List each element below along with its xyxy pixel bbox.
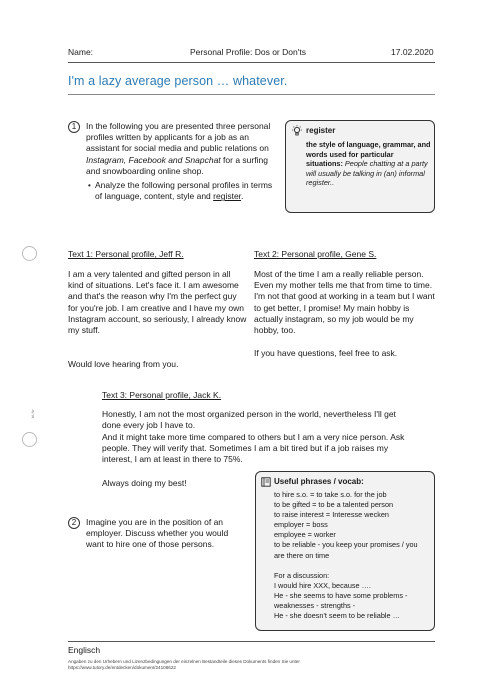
side-label: bl-Nr: [30, 409, 35, 418]
task-1-intro-end: for a surfing and snowboarding online shop.: [86, 154, 268, 176]
task-1-intro-text: In the following you are presented three personal profiles written by applicants for a job as an assistant for social media and public relations on: [86, 121, 271, 154]
register-heading: register: [306, 126, 336, 135]
document-date: 17.02.2020: [391, 47, 434, 57]
bullet-icon: •: [88, 181, 91, 190]
phrase-line: I would hire XXX, because ….: [274, 580, 371, 590]
name-label: Name:: [68, 47, 94, 57]
task-1-intro: [86, 121, 276, 177]
phrase-line: He - she seems to have some problems -: [274, 590, 408, 600]
phrase-spacer: [274, 561, 432, 571]
task-1-number: 1: [68, 121, 80, 133]
text-1-heading: Text 1: Personal profile, Jeff R.: [68, 249, 184, 259]
punch-hole-top: [22, 246, 37, 261]
text-2-closing: If you have questions, feel free to ask.: [254, 348, 398, 358]
header-rule: [68, 62, 435, 63]
footer-legal-notice: Angaben zu den Urhebern und Lizenzbedingungen der einzelnen Bestandteile dieses Dokuments finden Sie unter: [68, 659, 300, 664]
register-example: People chatting at a party will usually be talking in (an) informal register..: [306, 159, 428, 188]
useful-phrases-list: [274, 490, 432, 621]
text-3-paragraph-1: Honestly, I am not the most organized person in the world, nevertheless I'll get done every job I have to.: [102, 409, 396, 431]
phrase-line: For a discussion:: [274, 570, 330, 580]
footer-legal-link[interactable]: https://www.tutory.de/entdecken/dokument/24106622: [68, 665, 176, 670]
phrase-line: weaknesses - strengths -: [274, 601, 356, 611]
text-2-body: Most of the time I am a really reliable person. Even my mother tells me that from time to time. I'm not that good at working in a team but I want to get better, I promise! My main hobby is actually instagram, so my job would be my hobby, too.: [254, 269, 435, 336]
document-title: Personal Profile: Dos or Don'ts: [190, 47, 306, 57]
footer-rule: [68, 641, 435, 642]
phrase-line: employer = boss: [274, 520, 328, 530]
text-2-heading: Text 2: Personal profile, Gene S.: [254, 249, 377, 259]
phrase-line: are there on time: [274, 550, 330, 560]
book-icon: [261, 477, 271, 487]
text-3-heading: Text 3: Personal profile, Jack K.: [102, 390, 222, 400]
task-2-text: Imagine you are in the position of an employer. Discuss whether you would want to hire one of those persons.: [86, 517, 229, 550]
task-1-platforms: Instagram, Facebook and Snapchat: [86, 154, 221, 165]
punch-hole-bottom: [22, 432, 37, 447]
phrase-line: He - she doesn't seem to be reliable …: [274, 611, 400, 621]
lightbulb-icon: [291, 125, 303, 137]
phrase-line: employee = worker: [274, 530, 336, 540]
phrase-line: to be gifted = to be a talented person: [274, 500, 394, 510]
text-3-paragraph-2: And it might take more time compared to others but I am a very nice person. Ask people. They will verify that. Sometimes I am a bit tired but if a job raises my interest, I am at least in there to 75%.: [102, 432, 405, 465]
text-1-closing: Would love hearing from you.: [68, 359, 179, 369]
phrase-line: to be reliable - you keep your promises / you: [274, 540, 418, 550]
useful-phrases-box: [255, 471, 435, 631]
register-definition: [306, 140, 432, 188]
footer-subject: Englisch: [68, 645, 101, 655]
task-1-bullet-text: Analyze the following personal profiles in terms of language, content, style and: [95, 180, 273, 202]
title-rule: [68, 94, 435, 95]
text-1-body: I am a very talented and gifted person in all kind of situations. Let's face it. I am awesome and that's the reason why I'm the perfect guy for you're job. I am creative and I have my own Instagram account, so seriously, I already know my stuff.: [68, 269, 247, 336]
register-box: [285, 120, 435, 213]
task-1-bullet-end: .: [241, 191, 244, 202]
task-1-bullet: [95, 180, 280, 202]
phrase-line: to hire s.o. = to take s.o. for the job: [274, 490, 387, 499]
page-title: I'm a lazy average person … whatever.: [68, 74, 288, 88]
register-definition-bold: the style of language, grammar, and words used for particular situations:: [306, 140, 431, 169]
text-3-closing: Always doing my best!: [102, 478, 187, 488]
task-2-number: 2: [68, 517, 80, 529]
register-link[interactable]: register: [213, 191, 242, 202]
phrase-line: to raise interest = Interesse wecken: [274, 510, 389, 520]
useful-phrases-heading: Useful phrases / vocab:: [274, 477, 364, 486]
